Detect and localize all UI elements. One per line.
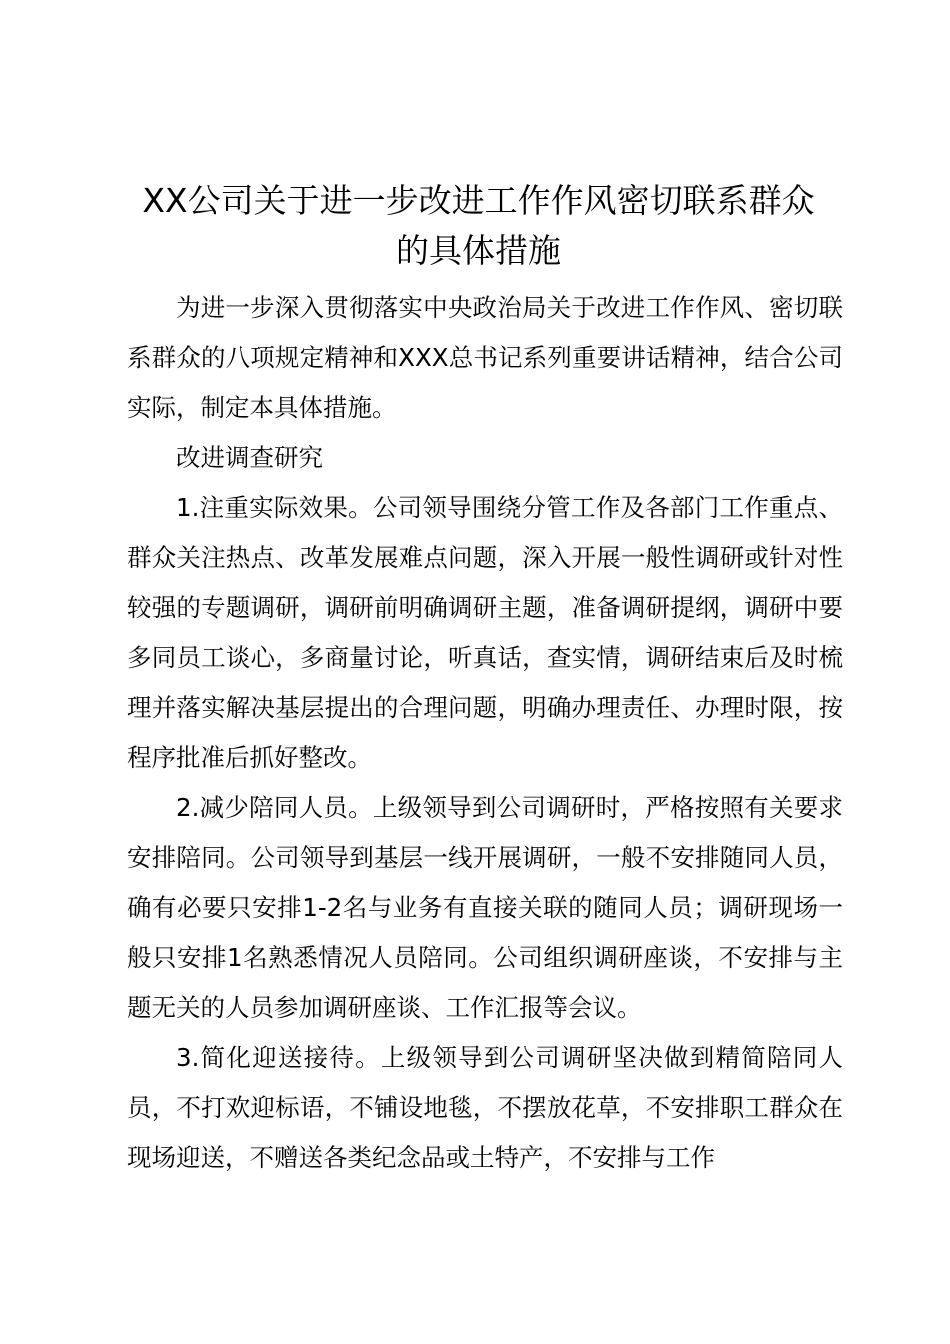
measure-paragraph-3: 3.简化迎送接待。上级领导到公司调研坚决做到精简陪同人员，不打欢迎标语，不铺设地毯，不摆放花草，不安排职工群众在现场迎送，不赠送各类纪念品或土特产，不安排与工作 (127, 1043, 843, 1172)
document-body (127, 283, 843, 1183)
intro-paragraph: 为进一步深入贯彻落实中央政治局关于改进工作作风、密切联系群众的八项规定精神和XXX总书记系列重要讲话精神，结合公司实际，制定本具体措施。 (127, 293, 843, 422)
document-title: XX公司关于进一步改进工作作风密切联系群众的具体措施 (142, 181, 815, 270)
section-heading: 改进调查研究 (176, 443, 323, 472)
measure-paragraph-1: 1.注重实际效果。公司领导围绕分管工作及各部门工作重点、群众关注热点、改革发展难点问题，深入开展一般性调研或针对性较强的专题调研，调研前明确调研主题，准备调研提纲，调研中要多同员工谈心，多商量讨论，听真话，查实情，调研结束后及时梳理并落实解决基层提出的合理问题，明确办理责任、办理时限，按程序批准后抓好整改。 (127, 493, 843, 772)
measure-paragraph-2: 2.减少陪同人员。上级领导到公司调研时，严格按照有关要求安排陪同。公司领导到基层一线开展调研，一般不安排随同人员，确有必要只安排1-2名与业务有直接关联的随同人员；调研现场一般只安排1名熟悉情况人员陪同。公司组织调研座谈，不安排与主题无关的人员参加调研座谈、工作汇报等会议。 (127, 793, 843, 1022)
